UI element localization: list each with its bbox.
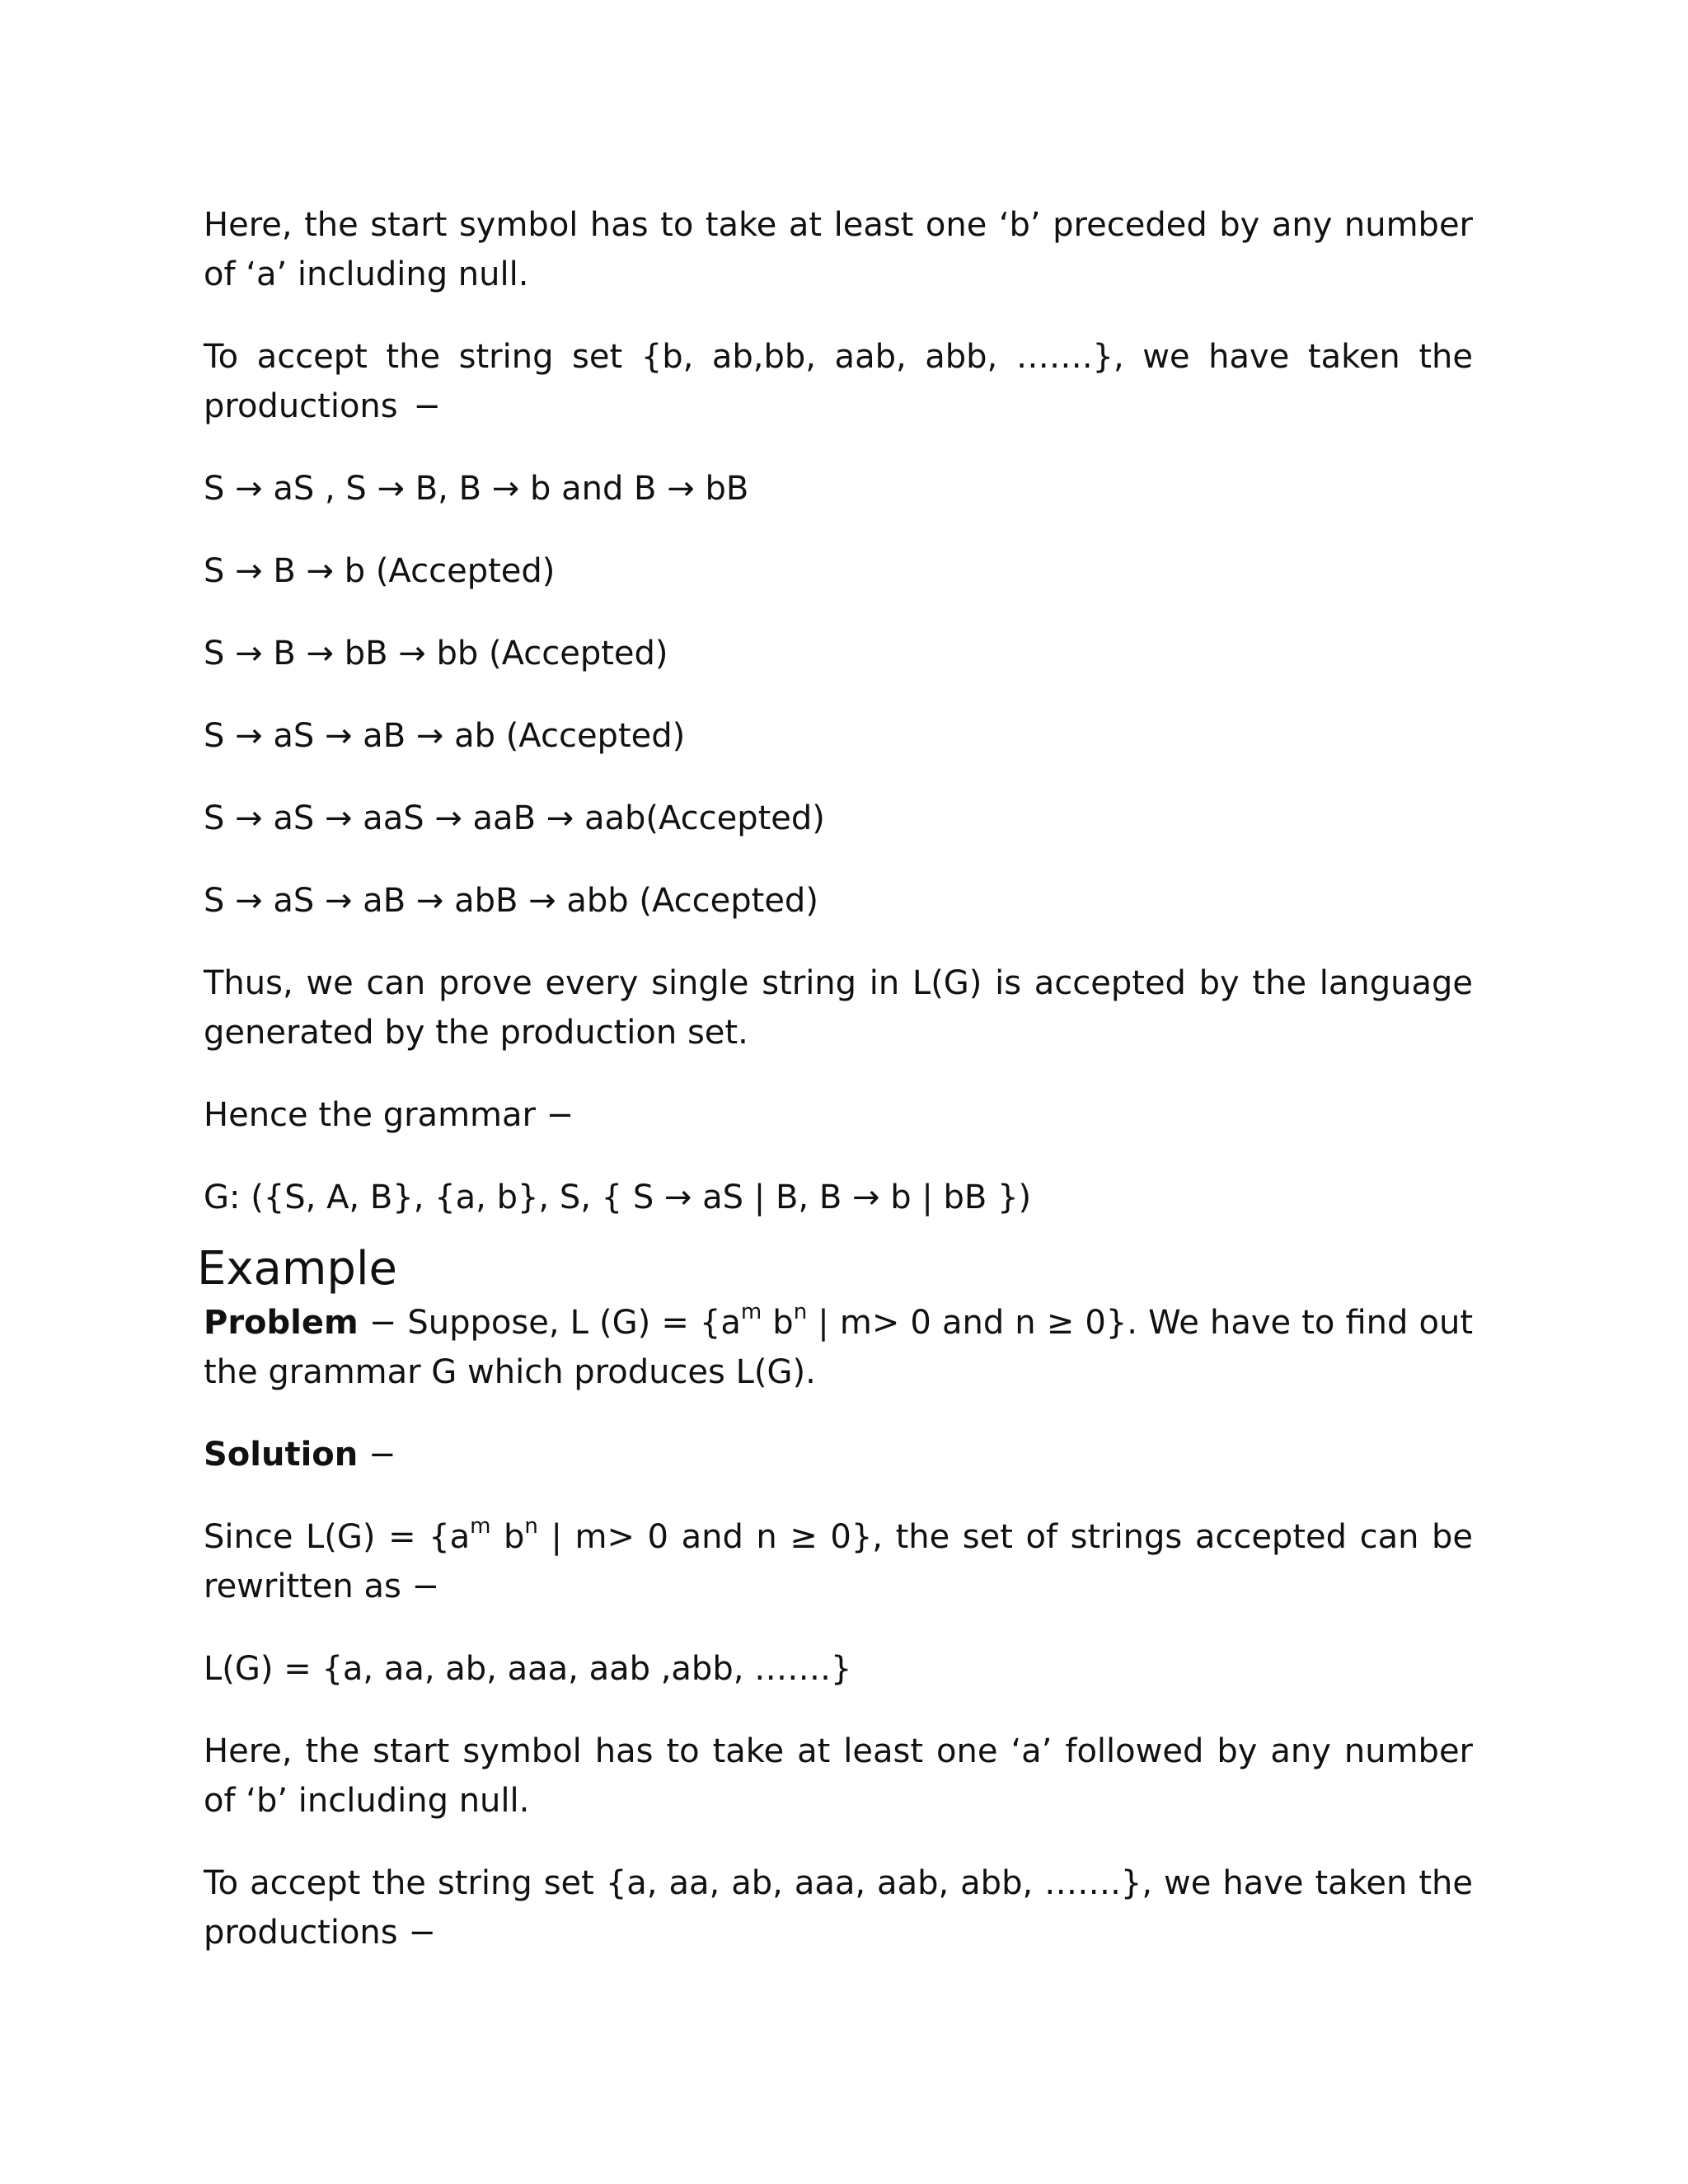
solution-label: Solution bbox=[204, 1436, 359, 1474]
productions-line: S → aS , S → B, B → b and B → bB bbox=[204, 470, 749, 508]
problem-label: Problem bbox=[204, 1304, 359, 1342]
paragraph-start-symbol-b: Here, the start symbol has to take at least one ‘b’ preceded by any number of ‘a’ including null. bbox=[204, 206, 1473, 293]
problem-text-b: b bbox=[762, 1304, 794, 1342]
problem-text-a: − Suppose, L (G) = {a bbox=[358, 1304, 741, 1342]
paragraph-hence: Hence the grammar − bbox=[204, 1096, 574, 1134]
example-heading: Example bbox=[197, 1242, 397, 1296]
problem-statement bbox=[204, 1298, 1473, 1397]
derivation-1: S → B → b (Accepted) bbox=[204, 552, 556, 590]
grammar-definition: G: ({S, A, B}, {a, b}, S, { S → aS | B, B → b | bB }) bbox=[204, 1179, 1032, 1216]
since-sup-n: n bbox=[524, 1513, 538, 1539]
solution-suffix: − bbox=[358, 1436, 396, 1474]
derivation-2: S → B → bB → bb (Accepted) bbox=[204, 635, 668, 673]
since-text-c: | m> 0 and n ≥ 0}, the set of strings accepted can be rewritten as − bbox=[204, 1518, 1473, 1605]
problem-sup-n: n bbox=[793, 1299, 808, 1324]
since-paragraph bbox=[204, 1512, 1473, 1611]
derivation-3: S → aS → aB → ab (Accepted) bbox=[204, 717, 686, 755]
since-sup-m: m bbox=[470, 1513, 491, 1539]
paragraph-start-symbol-a: Here, the start symbol has to take at least one ‘a’ followed by any number of ‘b’ including null. bbox=[204, 1732, 1473, 1820]
derivation-4: S → aS → aaS → aaB → aab(Accepted) bbox=[204, 799, 825, 837]
document-body bbox=[197, 200, 1473, 1990]
since-text-b: b bbox=[490, 1518, 525, 1556]
solution-heading bbox=[204, 1430, 1473, 1479]
problem-sup-m: m bbox=[740, 1299, 762, 1324]
since-text-a: Since L(G) = {a bbox=[204, 1518, 471, 1556]
paragraph-accept-string-set: To accept the string set {b, ab,bb, aab, abb, …….}, we have taken the productions − bbox=[204, 338, 1473, 425]
language-set: L(G) = {a, aa, ab, aaa, aab ,abb, …….} bbox=[204, 1650, 852, 1688]
derivation-5: S → aS → aB → abB → abb (Accepted) bbox=[204, 882, 818, 920]
paragraph-proof: Thus, we can prove every single string in L(G) is accepted by the language generated by the production set. bbox=[204, 964, 1473, 1052]
paragraph-accept-string-set-2: To accept the string set {a, aa, ab, aaa, aab, abb, …….}, we have taken the productions − bbox=[204, 1864, 1473, 1952]
problem-text-c: | m> 0 and n ≥ 0}. We have to find out the grammar G which produces L(G). bbox=[204, 1304, 1473, 1391]
